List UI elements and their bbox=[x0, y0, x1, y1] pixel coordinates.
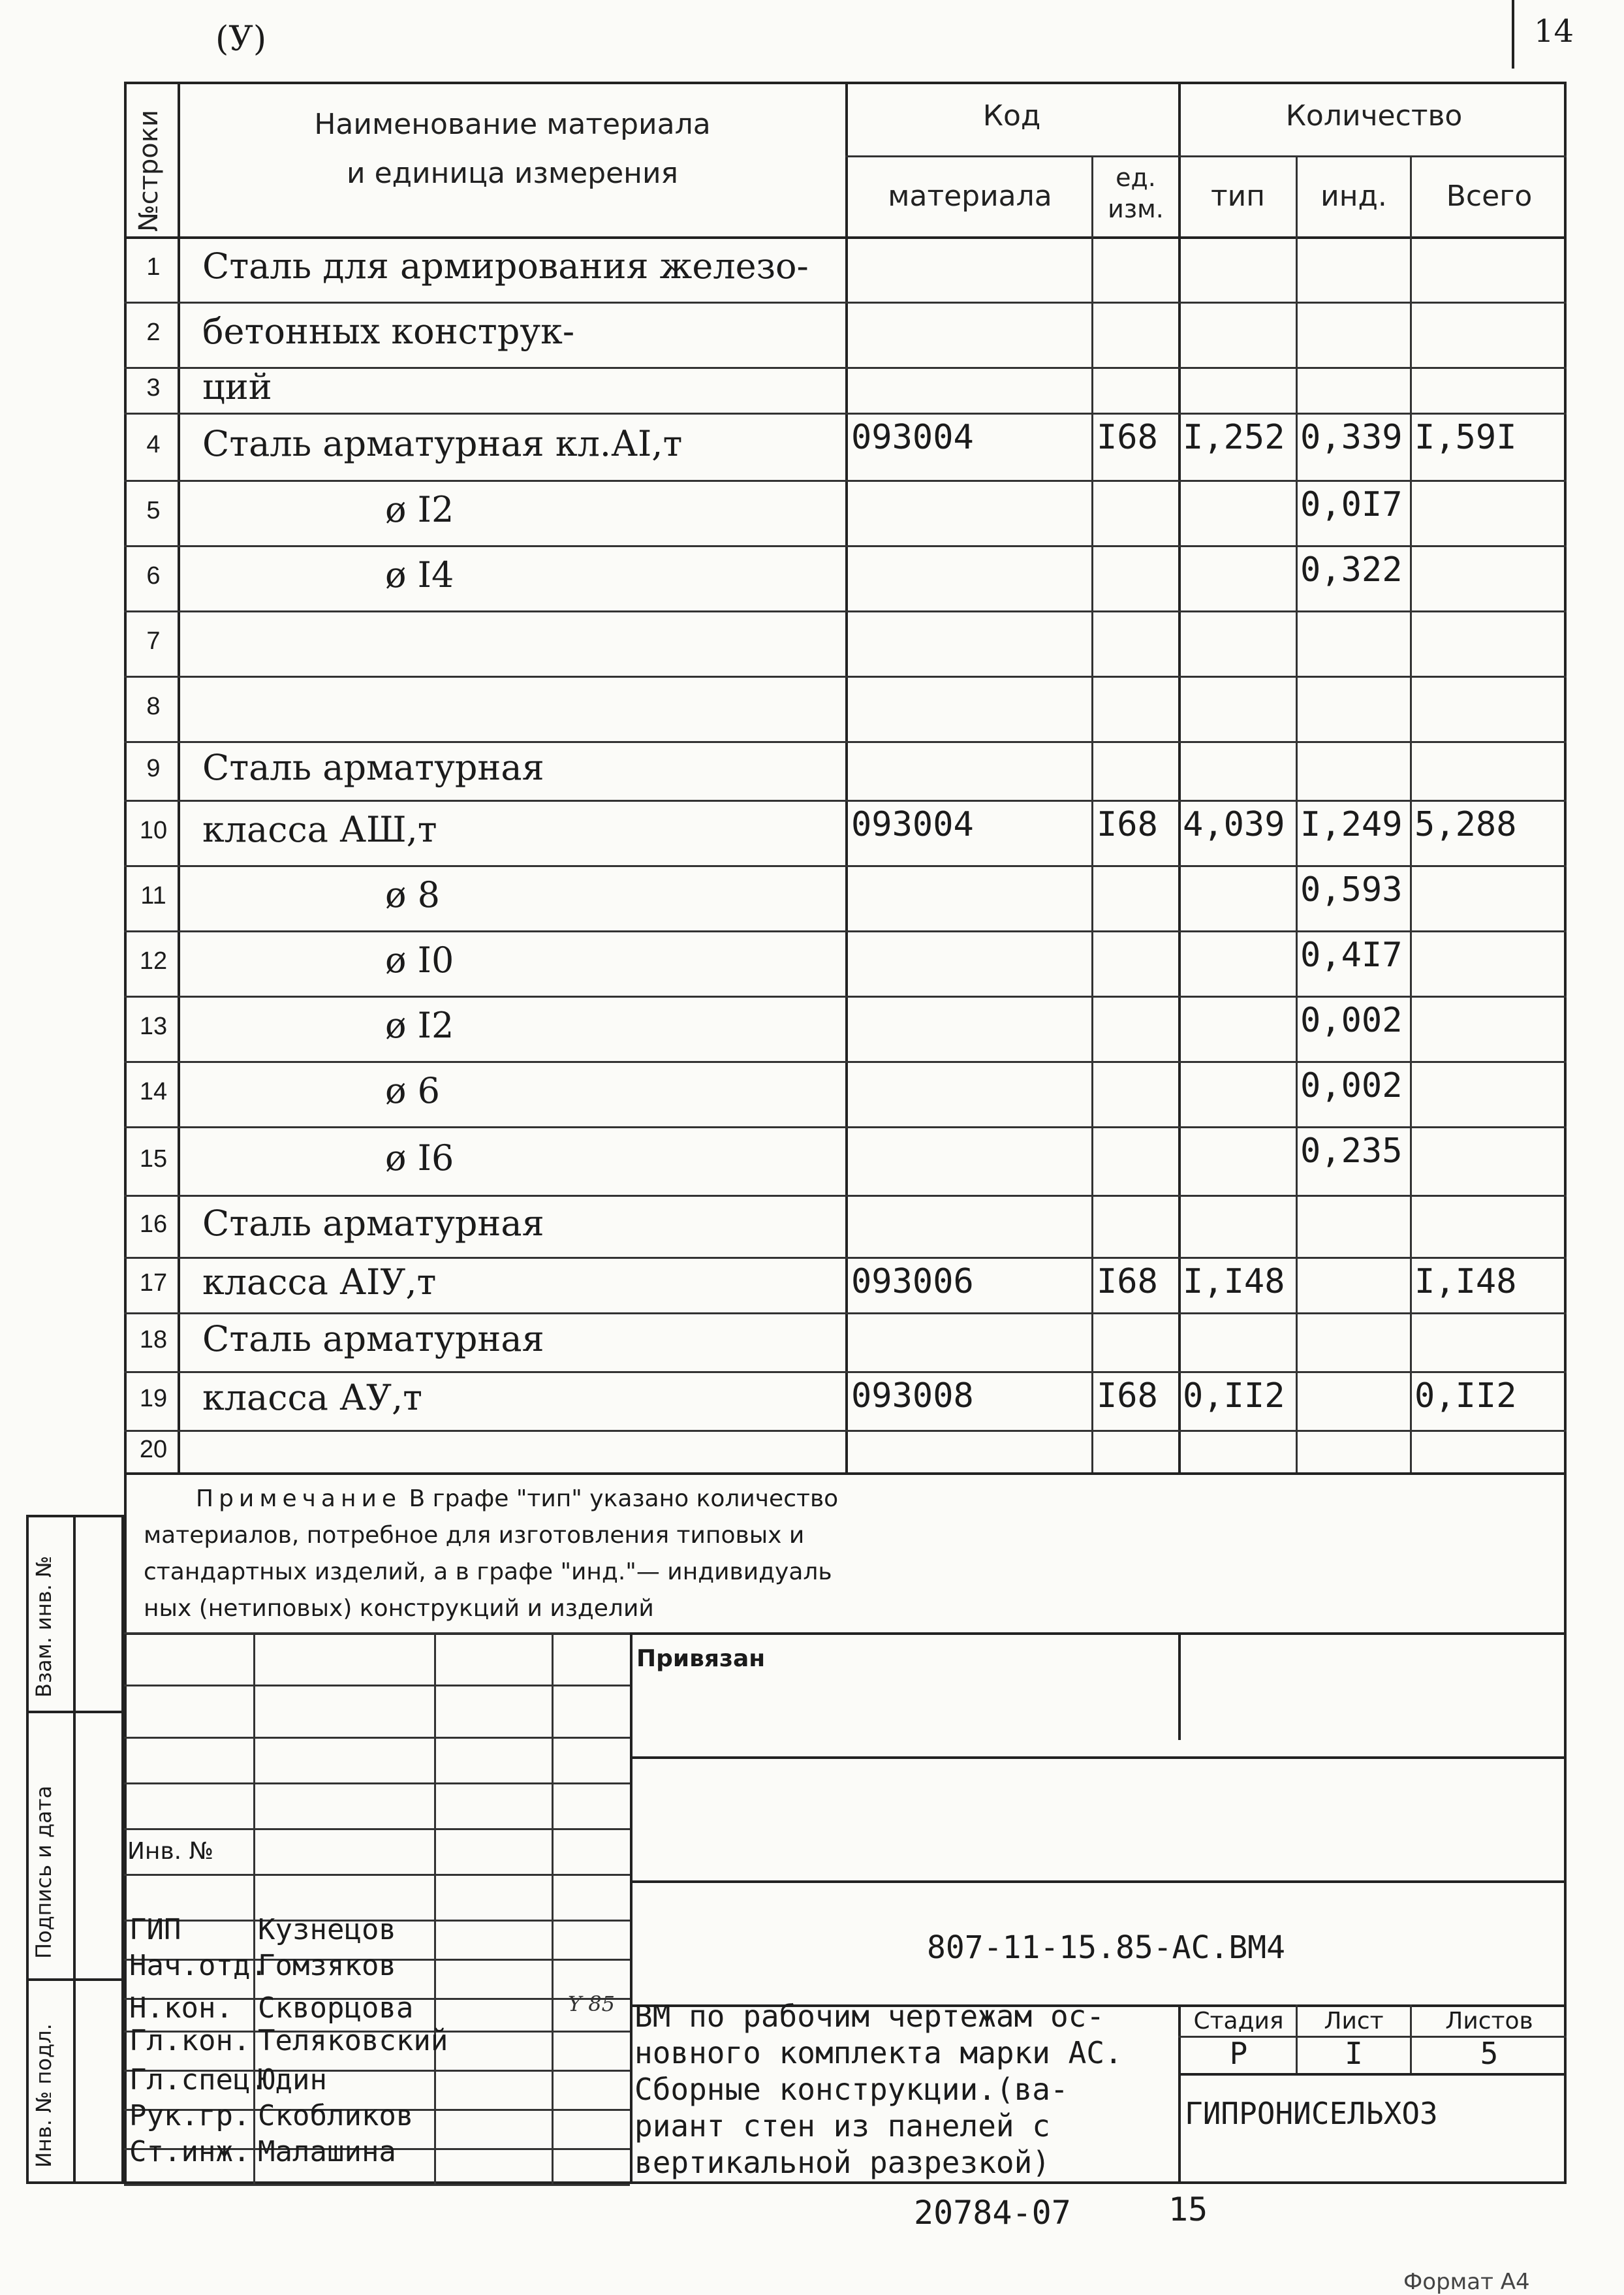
archive-page: 15 bbox=[1168, 2191, 1208, 2228]
signatory-role: Гл.кон. bbox=[129, 2024, 251, 2057]
row-number: 9 bbox=[146, 755, 161, 782]
row-divider bbox=[124, 930, 1567, 932]
material-name: ø 6 bbox=[385, 1070, 441, 1111]
note-line2: материалов, потребное для изготовления типовых и bbox=[144, 1522, 805, 1549]
header-ind: инд. bbox=[1320, 180, 1387, 213]
label-podpis-data: Подпись и дата bbox=[31, 1785, 56, 1959]
note-line1-text: В графе "тип" указано количество bbox=[401, 1485, 839, 1512]
material-name: Сталь для армирования железо- bbox=[202, 245, 809, 287]
cell-code: 093004 bbox=[851, 805, 974, 844]
row-number: 19 bbox=[139, 1385, 168, 1412]
material-name: ø I2 bbox=[385, 489, 454, 530]
material-name: бетонных конструк- bbox=[202, 311, 575, 352]
cell-ind: 0,0I7 bbox=[1300, 485, 1403, 524]
header-unit-line2: изм. bbox=[1108, 195, 1164, 223]
header-code: Код bbox=[982, 99, 1041, 133]
note-line3: стандартных изделий, а в графе "инд."— индивидуаль bbox=[144, 1559, 832, 1585]
row-divider bbox=[124, 800, 1567, 802]
format-label: Формат А4 bbox=[1403, 2269, 1530, 2295]
cell-code: 093006 bbox=[851, 1262, 974, 1301]
note-line1 bbox=[144, 1481, 838, 1517]
label-vzam-inv: Взам. инв. № bbox=[31, 1555, 56, 1698]
cell-code: 093008 bbox=[851, 1376, 974, 1416]
cell-ind: 0,322 bbox=[1300, 550, 1403, 590]
signatory-role: Н.кон. bbox=[129, 1991, 233, 2025]
cell-ind: 0,339 bbox=[1300, 418, 1403, 457]
row-divider bbox=[124, 1312, 1567, 1314]
signatory-name: Кузнецов bbox=[258, 1913, 396, 1946]
material-name: Сталь арматурная bbox=[202, 1318, 544, 1359]
signatory-name: Скобликов bbox=[258, 2099, 414, 2132]
cell-type: 0,II2 bbox=[1183, 1376, 1285, 1416]
row-divider bbox=[124, 1430, 1567, 1432]
header-unit-line1: ед. bbox=[1116, 163, 1156, 192]
cell-total: I,59I bbox=[1414, 418, 1517, 457]
row-number: 8 bbox=[146, 693, 161, 720]
header-quantity: Количество bbox=[1285, 99, 1463, 133]
note-prefix: Примечание bbox=[196, 1485, 402, 1512]
row-number: 11 bbox=[140, 882, 166, 910]
page-corner-number: 14 bbox=[1534, 13, 1574, 50]
cell-unit: I68 bbox=[1097, 805, 1158, 844]
header-row-no: №строки bbox=[134, 110, 164, 232]
title-line: ВМ по рабочим чертежам ос- bbox=[634, 1999, 1105, 2034]
row-divider bbox=[124, 996, 1567, 998]
cell-ind: I,249 bbox=[1300, 805, 1403, 844]
cell-ind: 0,593 bbox=[1300, 870, 1403, 910]
cell-total: 5,288 bbox=[1414, 805, 1517, 844]
sheets-label: Листов bbox=[1445, 2008, 1533, 2034]
top-left-mark: (У) bbox=[215, 20, 267, 59]
cell-unit: I68 bbox=[1097, 1262, 1158, 1301]
stamp-grid-line bbox=[124, 1828, 630, 1830]
signatory-role: Рук.гр. bbox=[129, 2099, 251, 2132]
row-number: 14 bbox=[139, 1078, 168, 1105]
archive-number: 20784-07 bbox=[914, 2194, 1071, 2232]
row-divider bbox=[124, 1126, 1567, 1128]
row-divider bbox=[124, 1061, 1567, 1063]
row-divider bbox=[124, 610, 1567, 612]
title-line: вертикальной разрезкой) bbox=[634, 2145, 1050, 2180]
header-name-line2: и единица измерения bbox=[346, 157, 679, 190]
cell-ind: 0,4I7 bbox=[1300, 936, 1403, 975]
stamp-grid-line bbox=[124, 1632, 630, 1634]
stamp-grid-line bbox=[124, 1874, 630, 1876]
row-number: 4 bbox=[146, 430, 161, 458]
sheet-label: Лист bbox=[1324, 2008, 1384, 2034]
stamp-grid-col bbox=[253, 1632, 255, 2184]
row-number: 15 bbox=[139, 1145, 168, 1173]
row-divider bbox=[124, 480, 1567, 482]
row-number: 1 bbox=[146, 253, 161, 281]
corner-line bbox=[1512, 0, 1514, 69]
stamp-grid-line bbox=[124, 1685, 630, 1686]
row-number: 13 bbox=[139, 1013, 168, 1040]
signatory-role: Ст.инж. bbox=[129, 2135, 251, 2168]
signatory-name: Скворцова bbox=[258, 1991, 414, 2025]
material-name: ø I4 bbox=[385, 554, 454, 595]
cell-total: I,I48 bbox=[1414, 1262, 1517, 1301]
title-line: риант стен из панелей с bbox=[634, 2108, 1050, 2144]
header-total: Всего bbox=[1446, 180, 1533, 213]
header-type: тип bbox=[1211, 180, 1265, 213]
row-number: 3 bbox=[146, 374, 161, 402]
row-divider bbox=[124, 1371, 1567, 1373]
material-name: класса АIУ,т bbox=[202, 1261, 437, 1303]
header-unit bbox=[1093, 162, 1178, 225]
cell-type: 4,039 bbox=[1183, 805, 1285, 844]
header-material: материала bbox=[888, 180, 1052, 213]
cell-total: 0,II2 bbox=[1414, 1376, 1517, 1416]
label-inv-podl: Инв. № подл. bbox=[31, 2023, 56, 2168]
row-divider bbox=[124, 545, 1567, 547]
row-number: 17 bbox=[139, 1269, 168, 1297]
cell-type: I,I48 bbox=[1183, 1262, 1285, 1301]
row-divider bbox=[124, 367, 1567, 369]
row-number: 2 bbox=[146, 319, 161, 346]
signatory-name: Малашина bbox=[258, 2135, 396, 2168]
cell-unit: I68 bbox=[1097, 1376, 1158, 1416]
material-name: ø I6 bbox=[385, 1137, 454, 1179]
row-divider bbox=[124, 1257, 1567, 1259]
stamp-grid-line bbox=[124, 2184, 630, 2186]
material-name: класса АШ,т bbox=[202, 809, 437, 850]
material-name: ø I2 bbox=[385, 1005, 454, 1046]
privyazan-label: Привязан bbox=[636, 1645, 766, 1672]
material-name: Сталь арматурная bbox=[202, 747, 544, 788]
signatory-name: Теляковский bbox=[258, 2024, 448, 2057]
inv-no-label: Инв. № bbox=[127, 1838, 214, 1865]
material-name: Сталь арматурная кл.АI,т bbox=[202, 422, 683, 464]
stamp-grid-col bbox=[434, 1632, 436, 2184]
note-line4: ных (нетиповых) конструкций и изделий bbox=[144, 1595, 654, 1622]
header-name-line1: Наименование материала bbox=[314, 108, 711, 141]
row-divider bbox=[124, 865, 1567, 867]
material-name: ø I0 bbox=[385, 940, 454, 981]
row-number: 16 bbox=[139, 1210, 168, 1238]
material-name: класса АУ,т bbox=[202, 1377, 423, 1418]
organization-name: ГИПРОНИСЕЛЬХОЗ bbox=[1185, 2096, 1438, 2131]
stamp-grid-line bbox=[124, 1782, 630, 1784]
signatory-name: Гомзяков bbox=[258, 1949, 396, 1982]
cell-unit: I68 bbox=[1097, 418, 1158, 457]
signatory-role: Гл.спец. bbox=[129, 2063, 268, 2097]
title-line: новного комплекта марки АС. bbox=[634, 2035, 1123, 2070]
cell-code: 093004 bbox=[851, 418, 974, 457]
row-number: 20 bbox=[139, 1435, 168, 1463]
row-number: 12 bbox=[139, 947, 168, 975]
signatory-role: Нач.отд. bbox=[129, 1949, 268, 1982]
row-divider bbox=[124, 676, 1567, 678]
stamp-grid-col bbox=[552, 1632, 554, 2184]
title-line: Сборные конструкции.(ва- bbox=[634, 2072, 1069, 2107]
row-number: 10 bbox=[139, 817, 168, 844]
cell-ind: 0,002 bbox=[1300, 1066, 1403, 1105]
cell-ind: 0,235 bbox=[1300, 1132, 1403, 1171]
signatory-role: ГИП bbox=[129, 1913, 181, 1946]
row-number: 7 bbox=[146, 627, 161, 655]
signature-date: Y 85 bbox=[568, 1991, 616, 2016]
signatory-name: Юдин bbox=[258, 2063, 327, 2097]
cell-type: I,252 bbox=[1183, 418, 1285, 457]
row-divider bbox=[124, 413, 1567, 415]
stage-label: Стадия bbox=[1193, 2008, 1284, 2034]
row-divider bbox=[124, 1195, 1567, 1197]
document-title bbox=[634, 1998, 1123, 2181]
sheets-value: 5 bbox=[1480, 2036, 1499, 2071]
row-divider bbox=[124, 741, 1567, 743]
document-designation: 807-11-15.85-АС.ВМ4 bbox=[927, 1929, 1286, 1966]
material-name: Сталь арматурная bbox=[202, 1202, 544, 1244]
material-name: ø 8 bbox=[385, 874, 441, 915]
row-number: 5 bbox=[146, 497, 161, 524]
stage-value: Р bbox=[1229, 2036, 1248, 2071]
material-name: ций bbox=[202, 366, 272, 407]
stamp-grid-line bbox=[124, 1737, 630, 1739]
sheet-value: I bbox=[1345, 2036, 1363, 2071]
row-number: 6 bbox=[146, 562, 161, 590]
cell-ind: 0,002 bbox=[1300, 1001, 1403, 1040]
row-number: 18 bbox=[139, 1326, 168, 1353]
row-divider bbox=[124, 302, 1567, 304]
